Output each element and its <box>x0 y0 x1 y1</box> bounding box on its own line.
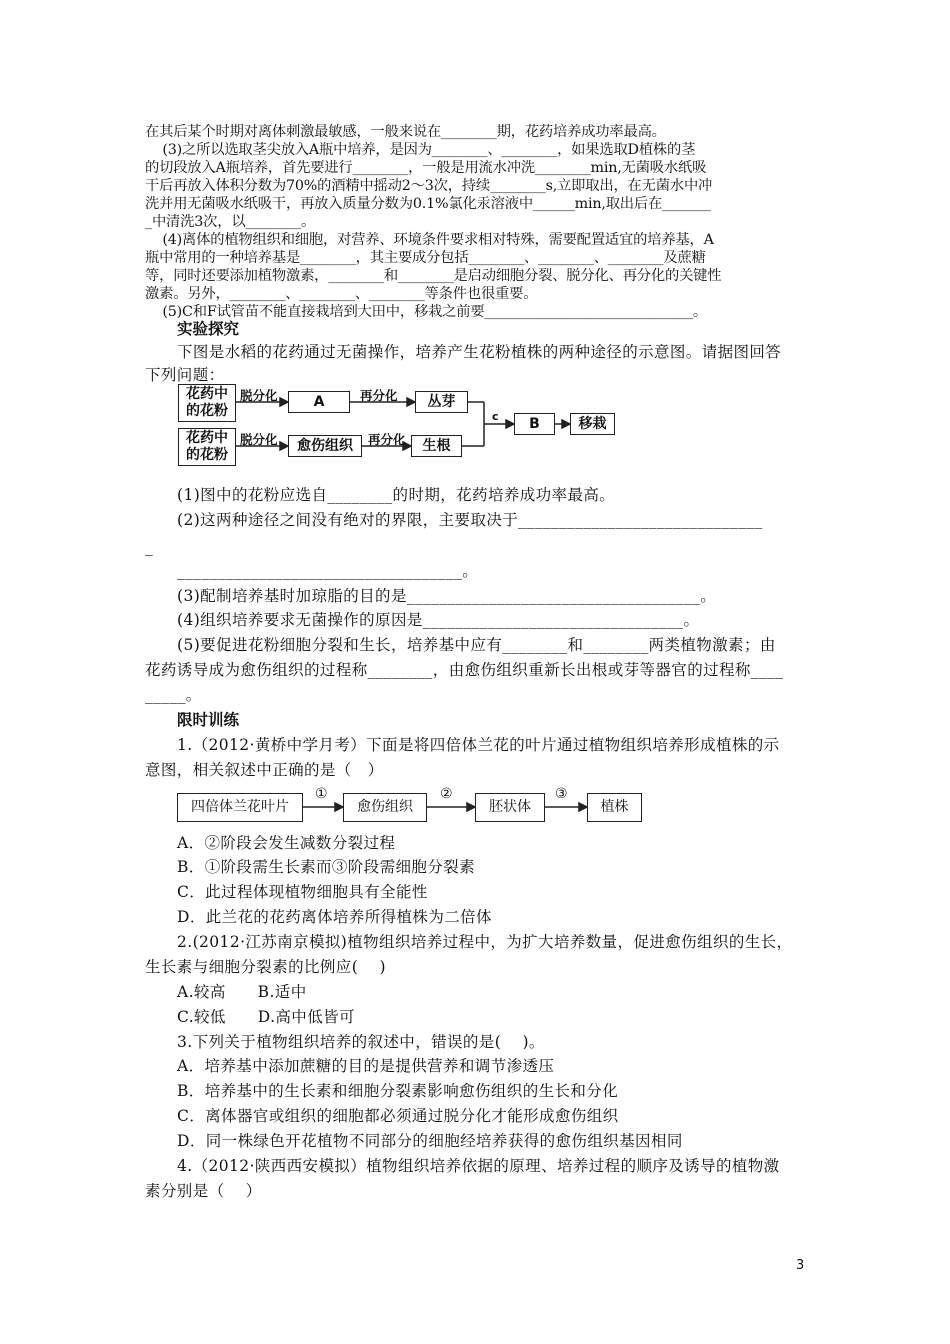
question-4: (4)组织培养要求无菌操作的原因是________________________________。 <box>177 611 700 629</box>
option-c: C．离体器官或组织的细胞都必须通过脱分化才能形成愈伤组织 <box>177 1107 619 1125</box>
test-question-3: 3.下列关于植物组织培养的叙述中，错误的是( )。 <box>177 1033 545 1051</box>
box-root: 生根 <box>411 435 462 457</box>
option-a: A．②阶段会发生减数分裂过程 <box>177 834 396 852</box>
label-redifferentiation-top: 再分化 <box>360 388 398 403</box>
text-line: 瓶中常用的一种培养基是________，其主要成分包括________、________、________及蔗糖 <box>145 250 706 266</box>
text-line: 干后再放入体积分数为70%的酒精中摇动2～3次，持续________s,立即取出，在无菌水中冲 <box>145 178 713 194</box>
label-dedifferentiation-bottom: 脱分化 <box>240 432 278 447</box>
option-d: D．此兰花的花药离体培养所得植株为二倍体 <box>177 908 492 926</box>
step-2-marker: ② <box>440 786 453 802</box>
box-pollen-bottom: 花药中 的花粉 <box>178 428 236 466</box>
question-3: (3)配制培养基时加琼脂的目的是____________________________________。 <box>177 587 717 605</box>
box-pollen-top: 花药中 的花粉 <box>178 384 236 422</box>
test-question-4-cont: 素分别是（ ） <box>145 1182 262 1200</box>
test-question-2: 2.(2012·江苏南京模拟)植物组织培养过程中，为扩大培养数量，促进愈伤组织的生长， <box>177 933 793 951</box>
options-cd: C.较低 D.高中低皆可 <box>177 1008 355 1026</box>
options-ab: A.较高 B.适中 <box>177 983 307 1001</box>
text-line: (5)C和F试管苗不能直接栽培到大田中，移栽之前要______________________________。 <box>145 304 707 320</box>
option-d: D．同一株绿色开花植物不同部分的细胞经培养获得的愈伤组织基因相同 <box>177 1132 683 1150</box>
step-3-marker: ③ <box>555 786 568 802</box>
text-line: 洗并用无菌吸水纸吸干，再放入质量分数为0.1%氯化汞溶液中______min,取出后在_______ <box>145 196 711 212</box>
box-tetraploid-leaf: 四倍体兰花叶片 <box>177 793 303 822</box>
step-1-marker: ① <box>315 786 328 802</box>
text-line: (4)离体的植物组织和细胞，对营养、环境条件要求相对特殊，需要配置适宜的培养基，A <box>145 232 714 248</box>
box-sprout: 丛芽 <box>415 391 468 413</box>
text-line: _中清洗3次，以________。 <box>145 214 316 230</box>
box-a: A <box>288 391 350 413</box>
box-embryoid: 胚状体 <box>475 793 545 822</box>
label-redifferentiation-bottom: 再分化 <box>368 432 406 447</box>
box-plant: 植株 <box>587 793 642 822</box>
section-heading-timed-practice: 限时训练 <box>177 710 240 729</box>
test-question-1-cont: 意图，相关叙述中正确的是（ ） <box>145 761 384 779</box>
option-a: A．培养基中添加蔗糖的目的是提供营养和调节渗透压 <box>177 1057 555 1075</box>
label-dedifferentiation-top: 脱分化 <box>240 388 278 403</box>
text-line: 下图是水稻的花药通过无菌操作，培养产生花粉植株的两种途径的示意图。请据图回答 <box>177 343 782 361</box>
answer-blank: _ <box>145 538 154 556</box>
question-5: (5)要促进花粉细胞分裂和生长，培养基中应有________和________两类植物激素；由 <box>177 636 776 654</box>
test-question-4: 4.（2012·陕西西安模拟）植物组织培养依据的原理、培养过程的顺序及诱导的植物激 <box>177 1157 780 1175</box>
test-question-1: 1.（2012·黄桥中学月考）下面是将四倍体兰花的叶片通过植物组织培养形成植株的示 <box>177 736 780 754</box>
box-callus: 愈伤组织 <box>343 793 427 822</box>
label-c: c <box>492 410 499 423</box>
box-callus: 愈伤组织 <box>288 435 362 457</box>
question-5-cont: 花药诱导成为愈伤组织的过程称________，由愈伤组织重新长出根或芽等器官的过程称____ <box>145 661 784 679</box>
option-b: B．①阶段需生长素而③阶段需细胞分裂素 <box>177 858 475 876</box>
answer-blank: ___________________________________。 <box>177 562 479 580</box>
option-c: C．此过程体现植物细胞具有全能性 <box>177 883 428 901</box>
text-line: 激素。另外，________、________、________等条件也很重要。 <box>145 286 538 302</box>
section-heading-experiment: 实验探究 <box>177 319 240 338</box>
box-transplant: 移栽 <box>570 413 615 435</box>
question-1: (1)图中的花粉应选自________的时期，花药培养成功率最高。 <box>177 486 616 504</box>
text-line: 在其后某个时期对离体刺激最敏感，一般来说在________期，花药培养成功率最高。 <box>145 124 666 140</box>
box-b: B <box>514 413 555 435</box>
text-line: (3)之所以选取茎尖放入A瓶中培养，是因为________、________，如果选取D植株的茎 <box>145 142 696 158</box>
text-line: 的切段放入A瓶培养，首先要进行________，一般是用流水冲洗________min,无菌吸水纸吸 <box>145 160 707 176</box>
question-2: (2)这两种途径之间没有绝对的界限，主要取决于______________________________ <box>177 511 763 529</box>
text-line: 下列问题： <box>145 366 225 384</box>
test-question-2-cont: 生长素与细胞分裂素的比例应( ) <box>145 958 386 976</box>
page-number: 3 <box>796 1258 805 1273</box>
question-5-cont: _____。 <box>145 686 202 704</box>
arrowhead <box>467 803 475 811</box>
arrowhead <box>579 803 587 811</box>
option-b: B．培养基中的生长素和细胞分裂素影响愈伤组织的生长和分化 <box>177 1082 619 1100</box>
text-line: 等，同时还要添加植物激素，________和________是启动细胞分裂、脱分化、再分化的关键性 <box>145 268 722 284</box>
arrowhead <box>335 803 343 811</box>
